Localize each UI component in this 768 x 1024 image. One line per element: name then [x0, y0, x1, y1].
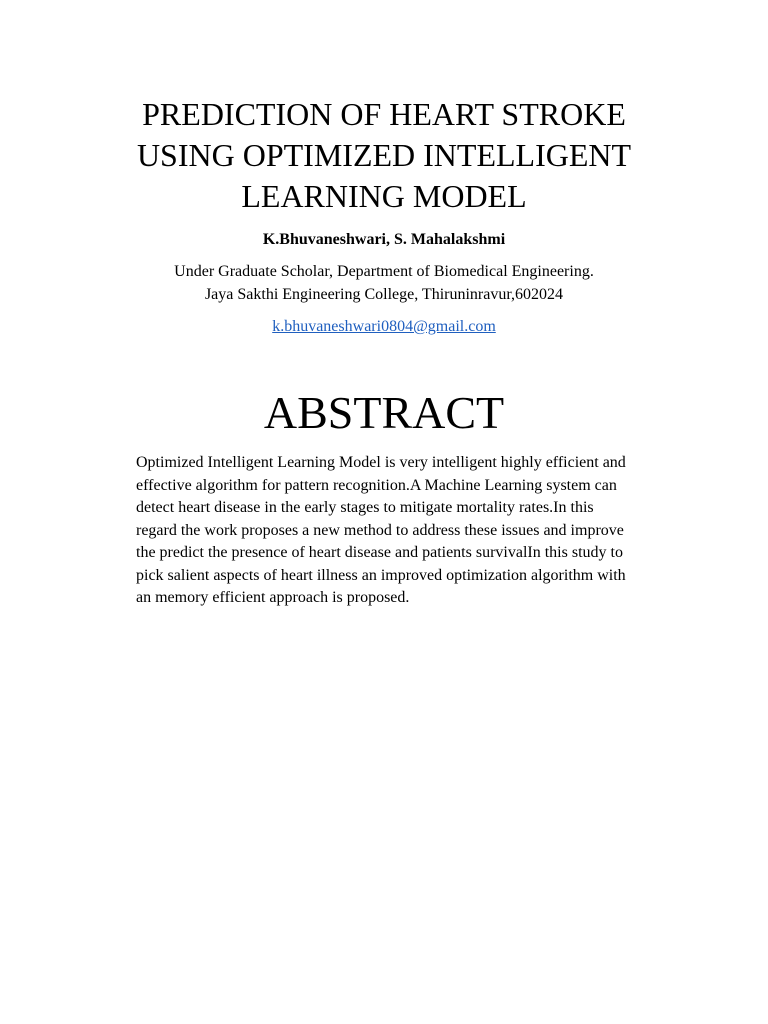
affiliation-line: Jaya Sakthi Engineering College, Thiruninravur,602024 [204, 285, 564, 303]
abstract-line: detect heart disease in the early stages to mitigate mortality rates.In this [136, 499, 594, 516]
email-block [100, 316, 668, 338]
affiliation [80, 261, 688, 306]
title-line: PREDICTION OF HEART STROKE [142, 96, 626, 132]
title-line: USING OPTIMIZED INTELLIGENT [136, 137, 632, 173]
affiliation-line: Under Graduate Scholar, Department of Biomedical Engineering. [174, 263, 594, 280]
abstract-body [136, 452, 684, 610]
email-link[interactable]: k.bhuvaneshwari0804@gmail.com [272, 318, 496, 335]
abstract-line: pick salient aspects of heart illness an improved optimization algorithm with [136, 566, 626, 584]
paper-title [100, 94, 668, 217]
abstract-line: an memory efficient approach is proposed. [136, 589, 410, 606]
authors: K.Bhuvaneshwari, S. Mahalakshmi [262, 231, 506, 248]
abstract-line: regard the work proposes a new method to address these issues and improve [136, 521, 624, 539]
abstract-heading: ABSTRACT [263, 387, 505, 438]
title-line: LEARNING MODEL [241, 178, 527, 214]
abstract-line: the predict the presence of heart disease and patients survivalIn this study to [136, 544, 623, 561]
abstract-line: effective algorithm for pattern recognition.A Machine Learning system can [136, 476, 617, 494]
abstract-line: Optimized Intelligent Learning Model is very intelligent highly efficient and [136, 454, 626, 471]
